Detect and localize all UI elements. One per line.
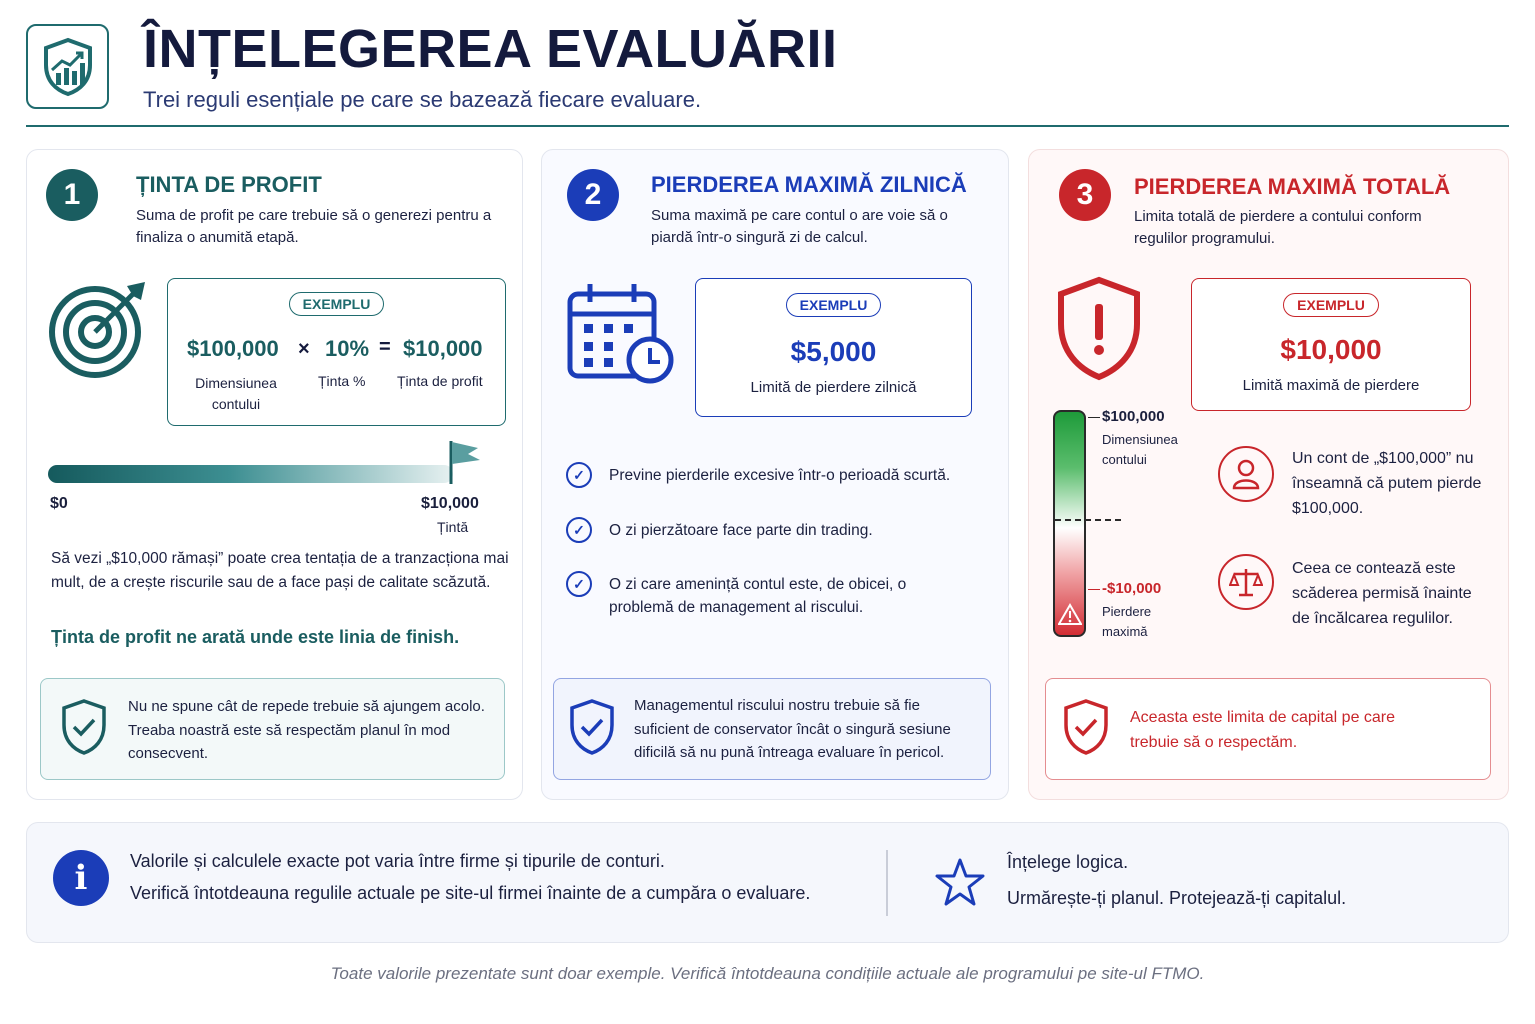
card3-value: $10,000 <box>1280 334 1382 365</box>
card1-target-value: $10,000 <box>403 336 483 361</box>
card2-title: PIERDEREA MAXIMĂ ZILNICĂ <box>651 172 967 197</box>
card2-check-3: O zi care amenință contul este, de obicei, o problemă de management al riscului. <box>609 576 907 616</box>
card2-caption: Limită de pierdere zilnică <box>750 379 917 396</box>
card3-point2: Ceea ce contează este scăderea permisă înainte de încălcarea regulilor. <box>1292 560 1472 627</box>
info-right-line1: Înțelege logica. <box>1007 852 1129 872</box>
gauge-bottom-value: -$10,000 <box>1102 580 1162 597</box>
progress-bar <box>48 465 453 483</box>
page-title: ÎNȚELEGEREA EVALUĂRII <box>143 19 838 79</box>
footer-disclaimer: Toate valorile prezentate sunt doar exemple. Verifică întotdeauna condițiile actuale ale programului pe site-ul FTMO. <box>330 964 1205 983</box>
card3-note: Aceasta este limita de capital pe care trebuie să o respectăm. <box>1130 709 1396 751</box>
card1-description: Suma de profit pe care trebuie să o generezi pentru a finaliza o anumită etapă. <box>136 207 492 246</box>
gauge-top-caption: Dimensiunea contului <box>1102 432 1178 467</box>
gauge-top-value: $100,000 <box>1102 408 1165 425</box>
card1-percent: 10% <box>325 336 370 361</box>
card1-title: ȚINTA DE PROFIT <box>136 172 322 197</box>
card2-example-pill: EXEMPLU <box>786 293 882 317</box>
target-icon <box>47 280 151 384</box>
info-icon: i <box>53 850 109 906</box>
card1-account-caption: Dimensiunea contului <box>195 375 277 412</box>
shield-check-icon <box>60 698 108 756</box>
gauge-bottom-caption: Pierdere maximă <box>1102 604 1152 639</box>
gauge-threshold-line <box>1055 519 1121 521</box>
info-right-line2: Urmărește-ți planul. Protejează-ți capitalul. <box>1007 888 1347 908</box>
star-icon <box>935 857 985 907</box>
card2-description: Suma maximă pe care contul o are voie să o piardă într-o singură zi de calcul. <box>651 207 948 246</box>
card2-note: Managementul riscului nostru trebuie să fie suficient de conservator încât o singură sesiune dificilă să nu pună întreaga evaluare în pericol. <box>634 697 951 761</box>
card3-point1: Un cont de „$100,000” nu înseamnă că putem pierde $100,000. <box>1292 450 1482 517</box>
card3-caption: Limită maximă de pierdere <box>1242 377 1420 394</box>
calendar-clock-icon <box>566 282 676 386</box>
card1-note: Nu ne spune cât de repede trebuie să ajungem acolo. Treaba noastră este să respectăm planul în mod consecvent. <box>128 698 485 762</box>
card1-percent-caption: Ținta % <box>318 373 366 389</box>
card1-example-pill: EXEMPLU <box>289 292 385 316</box>
warning-icon <box>1058 603 1082 625</box>
header-divider <box>26 125 1509 127</box>
header-logo <box>26 24 109 109</box>
card1-account-value: $100,000 <box>187 336 279 361</box>
card3-description: Limita totală de pierdere a contului conform regulilor programului. <box>1134 208 1422 247</box>
card3-example-pill: EXEMPLU <box>1283 293 1379 317</box>
shield-check-icon <box>1062 698 1110 756</box>
scales-icon <box>1218 554 1274 610</box>
card2-check-1: Previne pierderile excesive într-o perioadă scurtă. <box>609 467 951 484</box>
gauge-tick-top <box>1088 417 1100 418</box>
card2-number: 2 <box>567 169 619 221</box>
times-sign: × <box>298 338 310 360</box>
card2-value: $5,000 <box>790 336 877 367</box>
progress-end: $10,000 <box>421 495 479 512</box>
user-icon <box>1218 446 1274 502</box>
gauge-tick-bottom <box>1088 589 1100 590</box>
check-icon: ✓ <box>566 517 592 543</box>
info-left-line2: Verifică întotdeauna regulile actuale pe site-ul firmei înainte de a cumpăra o evaluare. <box>130 883 811 903</box>
shield-chart-icon <box>40 37 96 97</box>
card1-target-caption: Ținta de profit <box>397 373 483 389</box>
progress-start: $0 <box>50 495 68 512</box>
check-icon: ✓ <box>566 462 592 488</box>
progress-end-caption: Țintă <box>437 519 469 535</box>
info-divider <box>886 850 888 916</box>
card1-highlight: Ținta de profit ne arată unde este linia de finish. <box>51 627 460 647</box>
page-subtitle: Trei reguli esențiale pe care se bazează fiecare evaluare. <box>143 87 702 112</box>
card3-title: PIERDEREA MAXIMĂ TOTALĂ <box>1134 174 1451 199</box>
card2-check-2: O zi pierzătoare face parte din trading. <box>609 522 873 539</box>
card1-body: Să vezi „$10,000 rămași” poate crea tentația de a tranzacționa mai mult, de a crește riscurile sau de a face pași de calitate scăzută. <box>51 550 509 591</box>
finish-flag-icon <box>446 438 484 486</box>
check-icon: ✓ <box>566 571 592 597</box>
shield-alert-icon <box>1055 276 1143 382</box>
equals-sign: = <box>379 336 391 358</box>
card1-number: 1 <box>46 169 98 221</box>
card3-number: 3 <box>1059 169 1111 221</box>
info-left-line1: Valorile și calculele exacte pot varia între firme și tipurile de conturi. <box>130 851 665 871</box>
shield-check-icon <box>568 698 616 756</box>
